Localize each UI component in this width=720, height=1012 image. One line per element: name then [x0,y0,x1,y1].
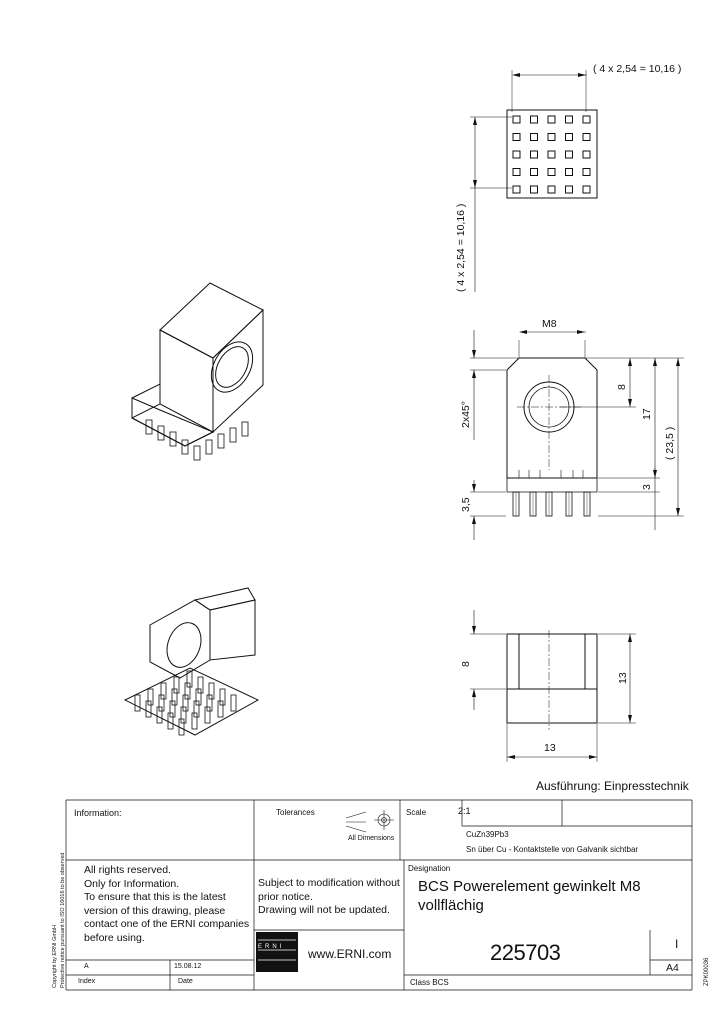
pin-square [566,169,573,176]
pin-square [513,116,520,123]
erni-logo [256,932,298,972]
dim-3-5-label: 3,5 [460,497,472,512]
iso-pin [183,695,188,711]
pin-square [583,134,590,141]
pin-square [548,186,555,193]
pin-square [531,151,538,158]
iso-pin [161,683,166,699]
iso-pin [194,701,199,717]
pin-square [531,169,538,176]
top-pitch-label: ( 4 x 2,54 = 10,16 ) [593,63,682,75]
iso-pin [196,689,201,705]
iso-pin [170,701,175,717]
erni-logo-text: ERNI [258,944,285,950]
iso-pin [205,707,210,723]
designation-label: Designation [408,864,451,873]
subject-notice: Subject to modification without prior notice. Drawing will not be updated. [258,877,400,916]
isometric-view-bottom [125,588,258,735]
pin-square [531,116,538,123]
pin-square [566,186,573,193]
pin-square [531,134,538,141]
pin-square [513,186,520,193]
iso-pin [159,695,164,711]
iso-pin [181,707,186,723]
iso-pin [231,695,236,711]
side-dim-13-vertical: 13 [617,672,629,684]
all-dimensions-label: All Dimensions [348,835,395,842]
iso-pin [218,434,224,448]
iso-pin [172,689,177,705]
iso-pin [230,428,236,442]
iso-pin [220,689,225,705]
index-label: Index [78,978,96,985]
iso-pin [168,713,173,729]
pin-square [513,151,520,158]
side-view [470,610,636,762]
chamfer-label: 2x45° [460,401,472,428]
pin-square [566,116,573,123]
pin-square [513,134,520,141]
tolerances-label: Tolerances [276,808,315,817]
pin-square [531,186,538,193]
tolerance-symbol [346,810,394,832]
pin-square [548,134,555,141]
front-view [470,330,684,540]
dim-23-5-label: ( 23,5 ) [664,426,676,460]
pin-square [548,116,555,123]
pin-square [583,151,590,158]
iso-pin [148,689,153,705]
iso-pin [135,695,140,711]
dim-8-label: 8 [616,384,628,390]
side-dim-13-horizontal: 13 [544,742,556,754]
material-label: CuZn39Pb3 [466,830,509,839]
information-label: Information: [74,808,122,818]
iso-pin [207,695,212,711]
pin-square [583,116,590,123]
iso-pin [206,440,212,454]
class-label: Class BCS [410,978,449,987]
pin-square [566,134,573,141]
website-link[interactable]: www.ERNI.com [308,947,392,961]
dim-3-label: 3 [641,484,653,490]
scale-value: 2:1 [458,806,471,816]
iso-pin [157,707,162,723]
sheet-number: I [675,937,679,951]
copyright-note: Copyright by ERNI GmbH [52,925,58,988]
iso-pin [198,677,203,693]
iso-pin [194,446,200,460]
side-dim-8-label: 8 [460,661,472,667]
iso-pin [209,683,214,699]
protection-note: Protective notice pursuant to ISO 16016 to be observed [60,852,66,988]
rights-notice: All rights reserved. Only for Information. To ensure that this is the latest version of this drawing, please contact one of the ERNI companies before using. [84,864,250,944]
pin-square [548,151,555,158]
index-value: A [84,963,89,970]
iso-pin [218,701,223,717]
pin-square [566,151,573,158]
iso-pin [182,440,188,454]
pin-square [513,169,520,176]
scale-label: Scale [406,808,427,817]
part-number: 225703 [490,940,561,965]
date-label: Date [178,978,193,985]
iso-pin [192,713,197,729]
paper-format: A4 [666,962,679,974]
iso-pin [146,701,151,717]
document-code: ZPK00036 [704,957,710,986]
pin-grid-view [470,70,597,292]
designation-title: BCS Powerelement gewinkelt M8 vollflächig [418,878,641,914]
thread-label: M8 [542,318,557,330]
isometric-view-top [132,283,263,460]
iso-pin [185,683,190,699]
pin-square [583,169,590,176]
dim-17-label: 17 [641,408,653,420]
version-note: Ausführung: Einpresstechnik [536,779,689,793]
pin-square [548,169,555,176]
date-value: 15.08.12 [174,963,202,970]
iso-pin [242,422,248,436]
side-pitch-label: ( 4 x 2,54 = 10,16 ) [455,203,467,292]
finish-label: Sn über Cu - Kontaktstelle von Galvanik sichtbar [466,845,639,854]
pin-square [583,186,590,193]
iso-pin [174,677,179,693]
